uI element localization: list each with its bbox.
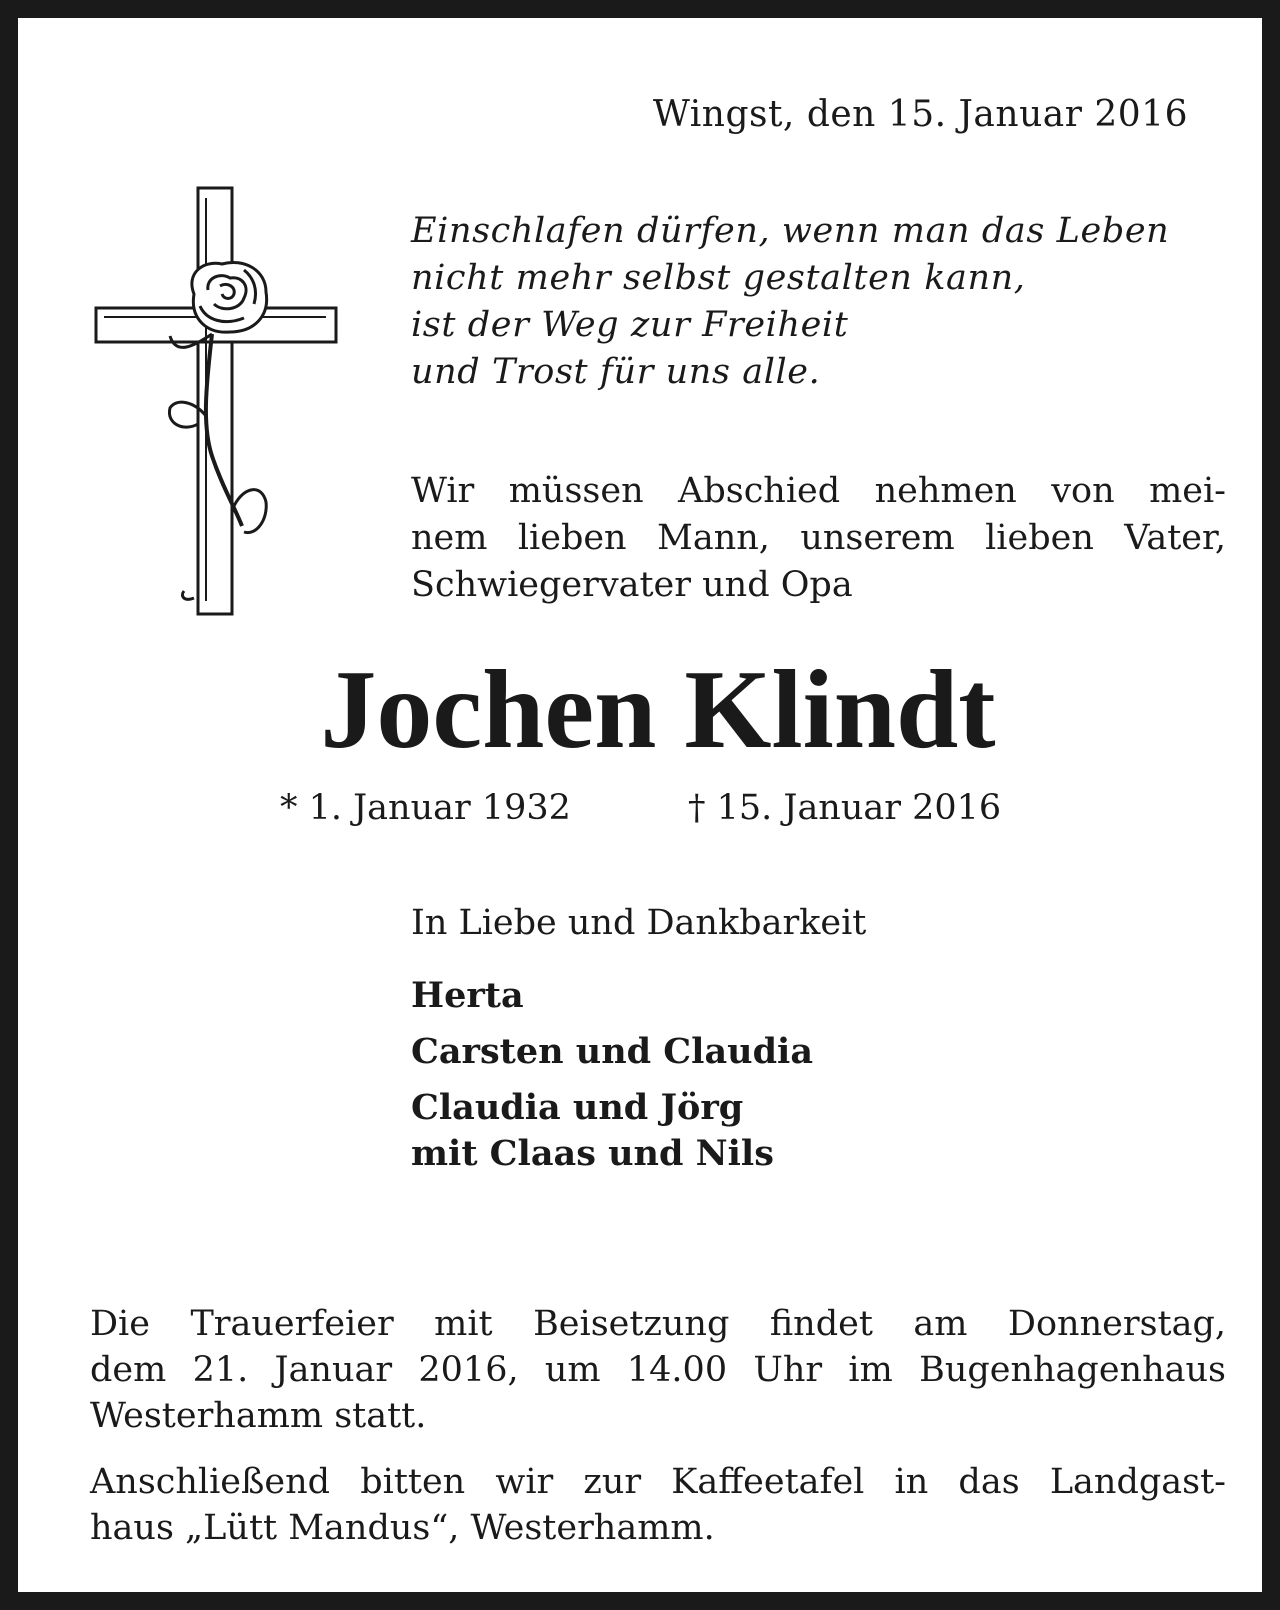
quote-line: Einschlafen dürfen, wenn man das Leben: [411, 211, 1170, 251]
service-line: Westerhamm statt.: [90, 1396, 427, 1436]
mourner-name: Herta: [411, 975, 524, 1016]
mourner-name: mit Claas und Nils: [411, 1133, 774, 1174]
deceased-name: Jochen Klindt: [320, 648, 996, 772]
service-line: Die Trauerfeier mit Beisetzung findet am Donnerstag,: [90, 1304, 1226, 1344]
mourners-intro: In Liebe und Dankbarkeit: [411, 903, 867, 943]
farewell-line: Wir müssen Abschied nehmen von mei-: [411, 471, 1226, 511]
service-line: Anschließend bitten wir zur Kaffeetafel in das Landgast-: [90, 1462, 1226, 1502]
farewell-line: nem lieben Mann, unserem lieben Vater,: [411, 518, 1226, 558]
quote-verse: [411, 208, 1226, 396]
service-details: [90, 1301, 1226, 1551]
quote-line: und Trost für uns alle.: [411, 352, 821, 392]
quote-line: ist der Weg zur Freiheit: [411, 305, 849, 345]
death-date: † 15. Januar 2016: [688, 788, 1002, 828]
service-line: haus „Lütt Mandus“, Westerhamm.: [90, 1508, 715, 1548]
birth-date: * 1. Januar 1932: [280, 788, 571, 828]
cross-with-rose-icon: [94, 186, 344, 636]
farewell-text: [411, 468, 1226, 609]
place-date: Wingst, den 15. Januar 2016: [652, 94, 1188, 135]
mourner-name: Carsten und Claudia: [411, 1031, 814, 1072]
service-line: dem 21. Januar 2016, um 14.00 Uhr im Bugenhagenhaus: [90, 1350, 1226, 1390]
mourner-name: Claudia und Jörg: [411, 1087, 744, 1128]
quote-line: nicht mehr selbst gestalten kann,: [411, 258, 1026, 298]
farewell-line: Schwiegervater und Opa: [411, 565, 853, 605]
mourners-list: [411, 973, 813, 1177]
